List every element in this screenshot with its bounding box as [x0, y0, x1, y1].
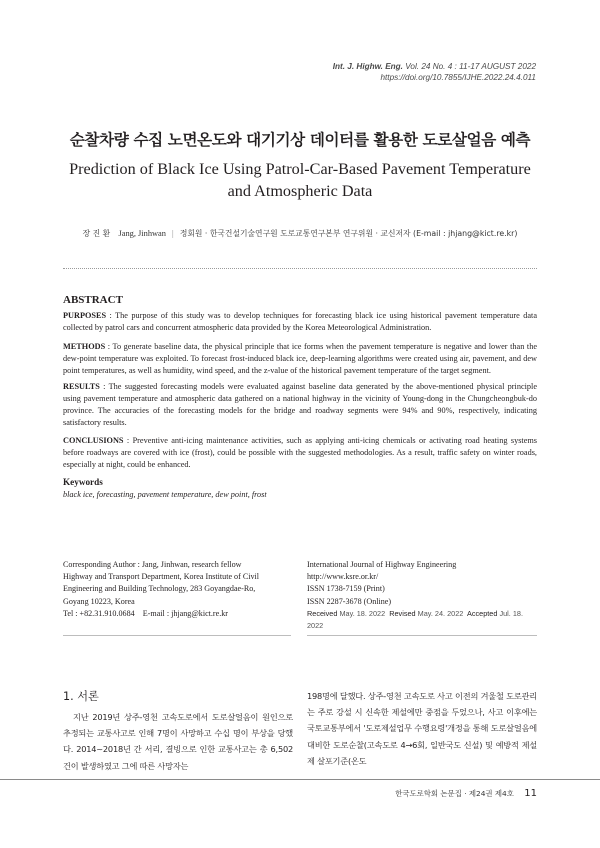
journal-url[interactable]: http://www.ksre.or.kr/	[307, 572, 379, 582]
author-name-english: Jang, Jinhwan	[118, 229, 166, 238]
body-column-left: 지난 2019년 상주-영천 고속도로에서 도로살얼음이 원인으로 추정되는 교통사고로 인해 7명이 사망하고 수십 명이 부상을 당했다. 2014~2018년 간 서리, 결빙으로 인한 교통사고는 총 6,502건이 발생하였고 그에 따른 사망자는	[63, 712, 293, 771]
journal-info-block	[307, 559, 537, 632]
journal-rule	[307, 635, 537, 636]
dotted-divider	[63, 268, 537, 269]
purposes-text: : The purpose of this study was to develop techniques for forecasting black ice using historical pavement temperature data collected by patrol cars and concurrent atmospheric data provided by the Korea Meteorological Administration.	[63, 311, 537, 332]
footer-rule	[0, 779, 600, 780]
results-text: : The suggested forecasting models were evaluated against baseline data generated by the above-mentioned physical principle using pavement temperature and atmospheric data gathered on a national highway in the vicinity of Young-dong in the Chungcheongbuk-do province. The accuracies of the forecasting models for the bridge and roadway segments were 94% and 90%, respectively, indicating satisfactory results.	[63, 382, 537, 427]
abstract-conclusions	[63, 435, 537, 471]
title-english: Prediction of Black Ice Using Patrol-Car-Based Pavement Temperature and Atmospheric Data	[69, 160, 531, 200]
journal-citation	[333, 61, 536, 72]
results-label: RESULTS	[63, 382, 100, 391]
doi-link[interactable]: https://doi.org/10.7855/IJHE.2022.24.4.011	[380, 73, 536, 82]
author-separator: |	[172, 229, 174, 238]
corr-rule	[63, 635, 291, 636]
page-number: 11	[524, 788, 537, 799]
issn-online: ISSN 2287-3678 (Online)	[307, 596, 392, 606]
author-affiliation: 정회원 · 한국건설기술연구원 도로교통연구본부 연구위원 · 교신저자 (E-mail : jhjang@kict.re.kr)	[179, 229, 518, 238]
accepted-label: Accepted	[466, 608, 498, 618]
journal-name: International Journal of Highway Engineering	[307, 560, 457, 569]
corr-contact	[63, 608, 291, 620]
body-column-right: 198명에 달했다. 상주-영천 고속도로 사고 이전의 겨울철 도로관리는 주로 강설 시 신속한 제설에만 중점을 두었으나, 사고 이후에는 국토교통부에서 '도로제설업무 수행요령'개정을 통해 도로살얼음에 대비한 도로순찰(고속도로 4→6회, 일반국도 신설) 및 예방적 제설제 살포기준(온도	[307, 691, 537, 766]
revised-date: May. 24. 2022	[417, 608, 464, 618]
history-dates	[307, 608, 537, 632]
corr-email[interactable]: E-mail : jhjang@kict.re.kr	[142, 608, 228, 618]
abstract-results	[63, 381, 537, 429]
title-korean: 순찰차량 수집 노면온도와 대기기상 데이터를 활용한 도로살얼음 예측	[69, 131, 531, 149]
corr-line-2: Highway and Transport Department, Korea Institute of Civil	[63, 572, 260, 582]
corr-line-4: Goyang 10223, Korea	[63, 596, 135, 606]
methods-label: METHODS	[63, 342, 106, 351]
corr-tel: Tel : +82.31.910.0684	[63, 608, 135, 618]
journal-abbreviation: Int. J. Highw. Eng.	[332, 62, 403, 71]
author-name-korean: 장 진 환	[82, 229, 111, 238]
issn-print: ISSN 1738-7159 (Print)	[307, 584, 385, 594]
corr-line-1: Corresponding Author : Jang, Jinhwan, research fellow	[63, 560, 242, 569]
corr-line-3: Engineering and Building Technology, 283 Goyangdae-Ro,	[63, 584, 256, 594]
journal-header	[333, 61, 536, 83]
corresponding-author-block	[63, 559, 291, 620]
conclusions-label: CONCLUSIONS	[63, 436, 124, 445]
accepted-date: Jul. 18. 2022	[307, 608, 523, 631]
keywords-heading: Keywords	[63, 477, 103, 487]
revised-label: Revised	[389, 608, 416, 618]
keywords-text: black ice, forecasting, pavement temperature, dew point, frost	[63, 490, 267, 499]
abstract-heading: ABSTRACT	[63, 294, 123, 306]
footer-journal: 한국도로학회 논문집 · 제24권 제4호	[395, 789, 514, 798]
author-line	[0, 228, 600, 239]
received-label: Received	[307, 608, 338, 618]
conclusions-text: : Preventive anti-icing maintenance activities, such as applying anti-icing chemicals or activating road heating systems before roadways are covered with ice (frost), could be possible with the suggested methodologies. As a result, traffic safety on winter roads, especially at night, could be enhanced.	[63, 436, 537, 469]
received-date: May. 18. 2022	[339, 608, 386, 618]
purposes-label: PURPOSES	[63, 311, 107, 320]
section-heading: 1. 서론	[63, 690, 99, 703]
abstract-purposes	[63, 310, 537, 334]
volume-info: Vol. 24 No. 4 : 11-17 AUGUST 2022	[405, 62, 536, 71]
methods-text: : To generate baseline data, the physical principle that ice forms when the pavement temperature is negative and lower than the dew-point temperature was exploited. To forecast frost-induced black ice, deep-learning algorithms were created using air, pavement, and dew point temperatures, as well as humidity, wind speed, and the z-value of the historical pavement temperature of the target segment.	[63, 342, 537, 375]
abstract-methods	[63, 341, 537, 377]
page-footer	[395, 788, 537, 799]
